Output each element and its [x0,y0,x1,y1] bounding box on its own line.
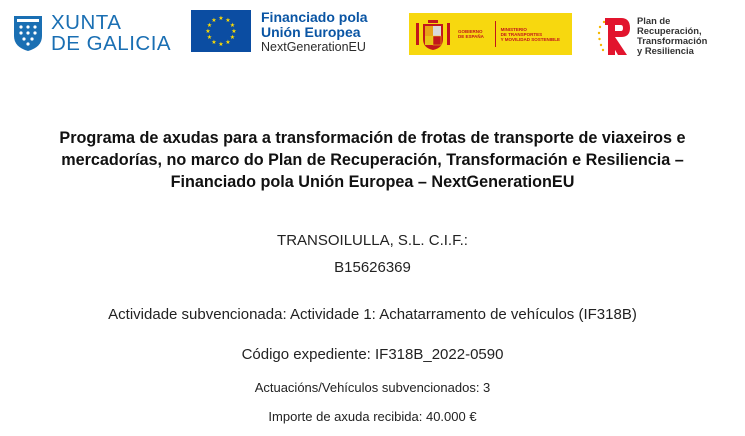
svg-text:★: ★ [218,15,224,22]
svg-text:★: ★ [229,22,236,29]
company-name: TRANSOILULLA, S.L. C.I.F.: [277,232,468,249]
xunta-line1: XUNTA [51,11,122,34]
subsidized-vehicles: Actuacións/Vehículos subvencionados: 3 [254,380,491,395]
ministerio-text-line: MINISTERIO [500,26,527,32]
svg-text:★: ★ [231,28,237,35]
prtr-line: Recuperación, [637,25,702,36]
gobierno-espana-logo [409,13,572,55]
gobierno-text-line: DE ESPAÑA [458,34,484,39]
xunta-de-galicia-logo [12,12,171,54]
ministerio-text [501,27,560,42]
company-cif: B15626369 [334,259,411,276]
eu-line3: NextGenerationEU [261,40,366,54]
prtr-line: y Resiliencia [637,45,694,56]
svg-text:★: ★ [229,34,236,41]
eu-line2: Unión Europea [261,24,361,40]
ministerio-text-line: Y MOVILIDAD SOSTENIBLE [500,36,561,42]
svg-text:★: ★ [205,28,211,35]
svg-text:★: ★ [225,39,231,46]
file-code: Código expediente: IF318B_2022-0590 [241,346,504,363]
svg-text:★: ★ [225,17,231,24]
prtr-line: Transformación [637,35,708,46]
gobierno-divider [495,21,496,47]
svg-text:★: ★ [211,39,217,46]
program-title: Programa de axudas para a transformación de frotas de transporte de viaxeiros e mercadorías, no marco do Plan de Recuperación, Transformación e Resiliencia – Financiado pola Unión Europea – NextGenerationEU [59,129,686,191]
coat-of-arms-icon [414,17,452,51]
svg-text:★: ★ [218,41,224,48]
gobierno-text [458,29,490,39]
eu-funding-logo [191,10,368,55]
svg-text:★: ★ [211,17,217,24]
ministerio-text-line: DE TRANSPORTES [500,31,543,37]
prtr-line: Plan de [637,15,671,26]
xunta-line2: DE GALICIA [51,32,172,55]
plan-recuperacion-logo [597,13,707,59]
svg-text:★: ★ [206,22,213,29]
eu-line1: Financiado pola [261,9,368,25]
gobierno-text-line: GOBIERNO [458,29,483,34]
svg-text:★: ★ [206,34,213,41]
xunta-seal-icon [12,14,44,52]
prtr-mark-icon [597,13,631,59]
aid-amount: Importe de axuda recibida: 40.000 € [268,409,477,424]
subsidized-activity: Actividade subvencionada: Actividade 1: Achatarramento de vehículos (IF318B) [108,306,637,323]
eu-flag-icon [191,10,251,52]
